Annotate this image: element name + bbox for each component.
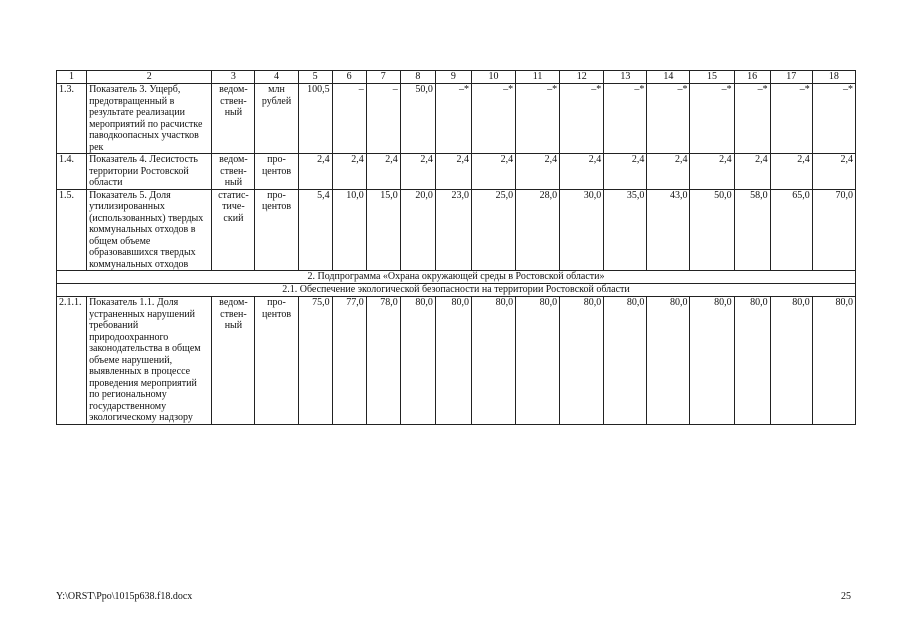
value-cell: 80,0 bbox=[604, 297, 647, 425]
header-cell: 2 bbox=[87, 71, 212, 84]
table-row bbox=[57, 297, 856, 425]
value-cell: 25,0 bbox=[471, 189, 515, 271]
value-cell: 80,0 bbox=[471, 297, 515, 425]
value-cell: 100,5 bbox=[298, 84, 332, 154]
value-cell: –* bbox=[471, 84, 515, 154]
indicator-number: 1.3. bbox=[57, 84, 87, 154]
value-cell: 2,4 bbox=[647, 154, 690, 190]
indicator-name: Показатель 5. Доля утилизированных (использованных) твердых коммунальных отходов в общем объеме образовавшихся твердых коммунальных отходов bbox=[87, 189, 212, 271]
value-cell: 2,4 bbox=[332, 154, 366, 190]
footer-file-path: Y:\ORST\Ppo\1015p638.f18.docx bbox=[56, 591, 193, 602]
indicator-name: Показатель 3. Ущерб, предотвращенный в результате реализации мероприятий по расчистке паводкоопасных участков рек bbox=[87, 84, 212, 154]
header-cell: 3 bbox=[212, 71, 255, 84]
subprogram-row bbox=[57, 271, 856, 284]
header-cell: 7 bbox=[366, 71, 400, 84]
indicator-rows-group-2 bbox=[57, 297, 856, 425]
value-cell: 30,0 bbox=[560, 189, 604, 271]
indicator-name: Показатель 1.1. Доля устраненных нарушений требований природоохранного законодательства в общем объеме нарушений, выявленных в процессе проведения мероприятий по региональному государственному экологическому надзору bbox=[87, 297, 212, 425]
value-cell: 80,0 bbox=[690, 297, 734, 425]
indicator-type: ведом-ствен-ный bbox=[212, 154, 255, 190]
header-cell: 17 bbox=[770, 71, 812, 84]
header-cell: 6 bbox=[332, 71, 366, 84]
value-cell: 2,4 bbox=[516, 154, 560, 190]
indicator-unit: млн рублей bbox=[255, 84, 298, 154]
value-cell: 5,4 bbox=[298, 189, 332, 271]
value-cell: –* bbox=[770, 84, 812, 154]
value-cell: 2,4 bbox=[560, 154, 604, 190]
value-cell: 2,4 bbox=[604, 154, 647, 190]
header-cell: 9 bbox=[435, 71, 471, 84]
value-cell: 50,0 bbox=[400, 84, 435, 154]
value-cell: 80,0 bbox=[812, 297, 855, 425]
value-cell: –* bbox=[435, 84, 471, 154]
header-cell: 4 bbox=[255, 71, 298, 84]
value-cell: 78,0 bbox=[366, 297, 400, 425]
value-cell: 80,0 bbox=[647, 297, 690, 425]
value-cell: 80,0 bbox=[560, 297, 604, 425]
header-cell: 18 bbox=[812, 71, 855, 84]
table-row bbox=[57, 84, 856, 154]
value-cell: 43,0 bbox=[647, 189, 690, 271]
value-cell: 15,0 bbox=[366, 189, 400, 271]
value-cell: 20,0 bbox=[400, 189, 435, 271]
value-cell: 75,0 bbox=[298, 297, 332, 425]
header-cell: 15 bbox=[690, 71, 734, 84]
value-cell: –* bbox=[734, 84, 770, 154]
value-cell: 2,4 bbox=[435, 154, 471, 190]
value-cell: –* bbox=[560, 84, 604, 154]
header-cell: 11 bbox=[516, 71, 560, 84]
value-cell: 2,4 bbox=[400, 154, 435, 190]
indicator-type: ведом-ствен-ный bbox=[212, 84, 255, 154]
value-cell: 35,0 bbox=[604, 189, 647, 271]
table-row bbox=[57, 154, 856, 190]
task-title: 2.1. Обеспечение экологической безопасности на территории Ростовской области bbox=[57, 284, 856, 297]
value-cell: 10,0 bbox=[332, 189, 366, 271]
value-cell: –* bbox=[647, 84, 690, 154]
header-cell: 14 bbox=[647, 71, 690, 84]
indicators-table bbox=[56, 70, 856, 425]
indicator-name: Показатель 4. Лесистость территории Ростовской области bbox=[87, 154, 212, 190]
task-row bbox=[57, 284, 856, 297]
header-cell: 8 bbox=[400, 71, 435, 84]
value-cell: –* bbox=[690, 84, 734, 154]
value-cell: 50,0 bbox=[690, 189, 734, 271]
header-cell: 16 bbox=[734, 71, 770, 84]
value-cell: 80,0 bbox=[734, 297, 770, 425]
value-cell: 23,0 bbox=[435, 189, 471, 271]
indicator-unit: про-центов bbox=[255, 189, 298, 271]
value-cell: 80,0 bbox=[516, 297, 560, 425]
indicator-number: 2.1.1. bbox=[57, 297, 87, 425]
value-cell: –* bbox=[812, 84, 855, 154]
value-cell: 80,0 bbox=[400, 297, 435, 425]
value-cell: – bbox=[366, 84, 400, 154]
indicator-number: 1.5. bbox=[57, 189, 87, 271]
table-header-row bbox=[57, 71, 856, 84]
indicator-unit: про-центов bbox=[255, 297, 298, 425]
value-cell: 70,0 bbox=[812, 189, 855, 271]
value-cell: 2,4 bbox=[366, 154, 400, 190]
value-cell: 2,4 bbox=[812, 154, 855, 190]
value-cell: 80,0 bbox=[435, 297, 471, 425]
indicator-rows-group-1 bbox=[57, 84, 856, 271]
indicator-number: 1.4. bbox=[57, 154, 87, 190]
header-cell: 10 bbox=[471, 71, 515, 84]
value-cell: 65,0 bbox=[770, 189, 812, 271]
value-cell: 28,0 bbox=[516, 189, 560, 271]
value-cell: 2,4 bbox=[298, 154, 332, 190]
value-cell: 80,0 bbox=[770, 297, 812, 425]
value-cell: 2,4 bbox=[734, 154, 770, 190]
header-cell: 5 bbox=[298, 71, 332, 84]
header-cell: 1 bbox=[57, 71, 87, 84]
value-cell: 58,0 bbox=[734, 189, 770, 271]
value-cell: –* bbox=[604, 84, 647, 154]
value-cell: –* bbox=[516, 84, 560, 154]
value-cell: 77,0 bbox=[332, 297, 366, 425]
value-cell: 2,4 bbox=[770, 154, 812, 190]
indicator-type: статис-тиче-ский bbox=[212, 189, 255, 271]
page-number: 25 bbox=[841, 591, 851, 602]
header-cell: 12 bbox=[560, 71, 604, 84]
indicator-type: ведом-ствен-ный bbox=[212, 297, 255, 425]
value-cell: 2,4 bbox=[690, 154, 734, 190]
header-cell: 13 bbox=[604, 71, 647, 84]
subprogram-title: 2. Подпрограмма «Охрана окружающей среды в Ростовской области» bbox=[57, 271, 856, 284]
value-cell: – bbox=[332, 84, 366, 154]
table-row bbox=[57, 189, 856, 271]
indicator-unit: про-центов bbox=[255, 154, 298, 190]
value-cell: 2,4 bbox=[471, 154, 515, 190]
